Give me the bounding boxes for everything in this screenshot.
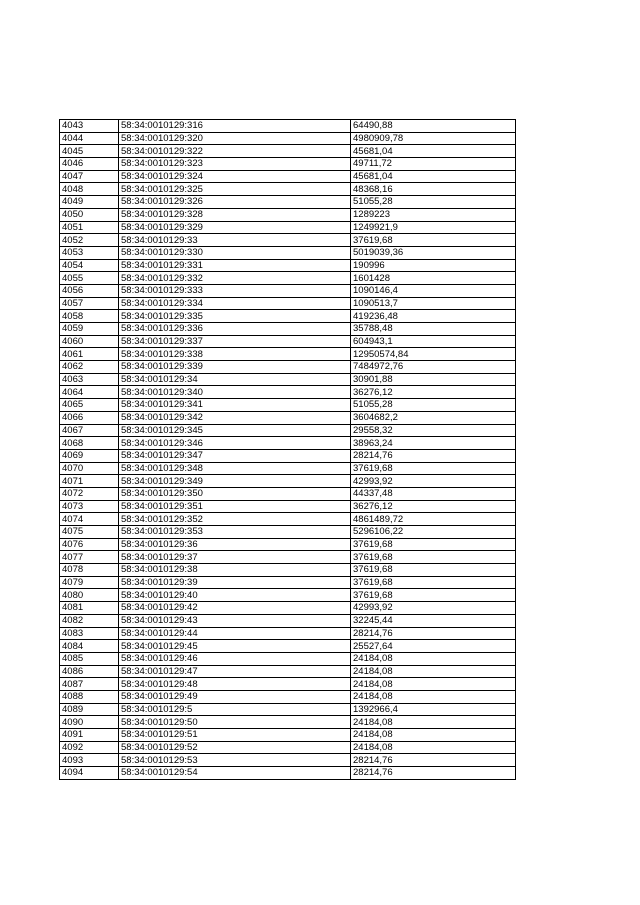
value-cell: 7484972,76 [351, 361, 516, 374]
cadastral-number-cell: 58:34:0010129:350 [119, 487, 351, 500]
value-cell: 28214,76 [351, 627, 516, 640]
value-cell: 1392966,4 [351, 703, 516, 716]
table-row [60, 411, 516, 424]
value-cell: 32245,44 [351, 614, 516, 627]
row-number-cell: 4082 [60, 614, 119, 627]
table-row [60, 361, 516, 374]
cadastral-number-cell: 58:34:0010129:340 [119, 386, 351, 399]
cadastral-number-cell: 58:34:0010129:338 [119, 348, 351, 361]
table-row [60, 513, 516, 526]
cadastral-number-cell: 58:34:0010129:42 [119, 602, 351, 615]
row-number-cell: 4062 [60, 361, 119, 374]
table-row [60, 741, 516, 754]
cadastral-number-cell: 58:34:0010129:348 [119, 462, 351, 475]
row-number-cell: 4046 [60, 158, 119, 171]
cadastral-number-cell: 58:34:0010129:325 [119, 183, 351, 196]
value-cell: 25527,64 [351, 640, 516, 653]
row-number-cell: 4094 [60, 767, 119, 780]
table-row [60, 475, 516, 488]
table-row [60, 424, 516, 437]
row-number-cell: 4050 [60, 208, 119, 221]
table-row [60, 665, 516, 678]
cadastral-number-cell: 58:34:0010129:49 [119, 690, 351, 703]
row-number-cell: 4085 [60, 652, 119, 665]
table-row [60, 551, 516, 564]
table-row [60, 678, 516, 691]
table-row [60, 234, 516, 247]
table-row [60, 754, 516, 767]
cadastral-number-cell: 58:34:0010129:324 [119, 170, 351, 183]
cadastral-number-cell: 58:34:0010129:40 [119, 589, 351, 602]
table-row [60, 767, 516, 780]
cadastral-value-table [59, 119, 516, 780]
row-number-cell: 4089 [60, 703, 119, 716]
value-cell: 4861489,72 [351, 513, 516, 526]
row-number-cell: 4072 [60, 487, 119, 500]
table-row [60, 335, 516, 348]
table-row [60, 449, 516, 462]
row-number-cell: 4055 [60, 272, 119, 285]
value-cell: 42993,92 [351, 602, 516, 615]
row-number-cell: 4051 [60, 221, 119, 234]
table-row [60, 640, 516, 653]
cadastral-number-cell: 58:34:0010129:38 [119, 564, 351, 577]
row-number-cell: 4078 [60, 564, 119, 577]
cadastral-number-cell: 58:34:0010129:330 [119, 246, 351, 259]
value-cell: 64490,88 [351, 120, 516, 133]
row-number-cell: 4052 [60, 234, 119, 247]
value-cell: 29558,32 [351, 424, 516, 437]
value-cell: 24184,08 [351, 690, 516, 703]
table-row [60, 564, 516, 577]
table-row [60, 259, 516, 272]
value-cell: 28214,76 [351, 767, 516, 780]
value-cell: 1249921,9 [351, 221, 516, 234]
cadastral-number-cell: 58:34:0010129:51 [119, 729, 351, 742]
value-cell: 44337,48 [351, 487, 516, 500]
value-cell: 36276,12 [351, 500, 516, 513]
value-cell: 35788,48 [351, 323, 516, 336]
value-cell: 28214,76 [351, 754, 516, 767]
table-body [60, 120, 516, 780]
row-number-cell: 4045 [60, 145, 119, 158]
table-row [60, 323, 516, 336]
value-cell: 37619,68 [351, 551, 516, 564]
cadastral-number-cell: 58:34:0010129:345 [119, 424, 351, 437]
row-number-cell: 4074 [60, 513, 119, 526]
table-row [60, 158, 516, 171]
row-number-cell: 4047 [60, 170, 119, 183]
row-number-cell: 4079 [60, 576, 119, 589]
cadastral-number-cell: 58:34:0010129:337 [119, 335, 351, 348]
row-number-cell: 4054 [60, 259, 119, 272]
row-number-cell: 4071 [60, 475, 119, 488]
cadastral-number-cell: 58:34:0010129:33 [119, 234, 351, 247]
table-row [60, 576, 516, 589]
value-cell: 24184,08 [351, 678, 516, 691]
row-number-cell: 4077 [60, 551, 119, 564]
cadastral-number-cell: 58:34:0010129:342 [119, 411, 351, 424]
value-cell: 36276,12 [351, 386, 516, 399]
table-row [60, 183, 516, 196]
value-cell: 37619,68 [351, 576, 516, 589]
row-number-cell: 4093 [60, 754, 119, 767]
cadastral-number-cell: 58:34:0010129:37 [119, 551, 351, 564]
row-number-cell: 4073 [60, 500, 119, 513]
table-row [60, 729, 516, 742]
row-number-cell: 4068 [60, 437, 119, 450]
row-number-cell: 4064 [60, 386, 119, 399]
table-row [60, 652, 516, 665]
table-row [60, 487, 516, 500]
row-number-cell: 4088 [60, 690, 119, 703]
cadastral-value-table-container [59, 119, 515, 780]
value-cell: 51055,28 [351, 399, 516, 412]
cadastral-number-cell: 58:34:0010129:349 [119, 475, 351, 488]
row-number-cell: 4043 [60, 120, 119, 133]
cadastral-number-cell: 58:34:0010129:329 [119, 221, 351, 234]
value-cell: 37619,68 [351, 589, 516, 602]
row-number-cell: 4091 [60, 729, 119, 742]
cadastral-number-cell: 58:34:0010129:322 [119, 145, 351, 158]
table-row [60, 690, 516, 703]
value-cell: 30901,88 [351, 373, 516, 386]
row-number-cell: 4056 [60, 284, 119, 297]
table-row [60, 614, 516, 627]
value-cell: 37619,68 [351, 538, 516, 551]
row-number-cell: 4090 [60, 716, 119, 729]
value-cell: 45681,04 [351, 170, 516, 183]
table-row [60, 272, 516, 285]
cadastral-number-cell: 58:34:0010129:352 [119, 513, 351, 526]
table-row [60, 462, 516, 475]
cadastral-number-cell: 58:34:0010129:54 [119, 767, 351, 780]
table-row [60, 297, 516, 310]
value-cell: 24184,08 [351, 729, 516, 742]
table-row [60, 716, 516, 729]
cadastral-number-cell: 58:34:0010129:34 [119, 373, 351, 386]
row-number-cell: 4044 [60, 132, 119, 145]
value-cell: 24184,08 [351, 741, 516, 754]
row-number-cell: 4057 [60, 297, 119, 310]
table-row [60, 386, 516, 399]
row-number-cell: 4069 [60, 449, 119, 462]
cadastral-number-cell: 58:34:0010129:48 [119, 678, 351, 691]
cadastral-number-cell: 58:34:0010129:52 [119, 741, 351, 754]
value-cell: 604943,1 [351, 335, 516, 348]
cadastral-number-cell: 58:34:0010129:5 [119, 703, 351, 716]
table-row [60, 538, 516, 551]
cadastral-number-cell: 58:34:0010129:326 [119, 196, 351, 209]
table-row [60, 589, 516, 602]
cadastral-number-cell: 58:34:0010129:339 [119, 361, 351, 374]
value-cell: 1601428 [351, 272, 516, 285]
row-number-cell: 4060 [60, 335, 119, 348]
row-number-cell: 4061 [60, 348, 119, 361]
table-row [60, 703, 516, 716]
value-cell: 3604682,2 [351, 411, 516, 424]
cadastral-number-cell: 58:34:0010129:347 [119, 449, 351, 462]
row-number-cell: 4080 [60, 589, 119, 602]
table-row [60, 500, 516, 513]
value-cell: 24184,08 [351, 716, 516, 729]
cadastral-number-cell: 58:34:0010129:328 [119, 208, 351, 221]
value-cell: 49711,72 [351, 158, 516, 171]
table-row [60, 437, 516, 450]
value-cell: 37619,68 [351, 564, 516, 577]
row-number-cell: 4086 [60, 665, 119, 678]
value-cell: 4980909,78 [351, 132, 516, 145]
table-row [60, 310, 516, 323]
row-number-cell: 4063 [60, 373, 119, 386]
table-row [60, 196, 516, 209]
value-cell: 5019039,36 [351, 246, 516, 259]
cadastral-number-cell: 58:34:0010129:320 [119, 132, 351, 145]
table-row [60, 526, 516, 539]
table-row [60, 373, 516, 386]
row-number-cell: 4076 [60, 538, 119, 551]
value-cell: 24184,08 [351, 652, 516, 665]
cadastral-number-cell: 58:34:0010129:333 [119, 284, 351, 297]
table-row [60, 170, 516, 183]
cadastral-number-cell: 58:34:0010129:335 [119, 310, 351, 323]
table-row [60, 399, 516, 412]
cadastral-number-cell: 58:34:0010129:346 [119, 437, 351, 450]
table-row [60, 627, 516, 640]
row-number-cell: 4070 [60, 462, 119, 475]
cadastral-number-cell: 58:34:0010129:323 [119, 158, 351, 171]
value-cell: 1090513,7 [351, 297, 516, 310]
row-number-cell: 4081 [60, 602, 119, 615]
row-number-cell: 4058 [60, 310, 119, 323]
cadastral-number-cell: 58:34:0010129:44 [119, 627, 351, 640]
value-cell: 5296106,22 [351, 526, 516, 539]
table-row [60, 602, 516, 615]
cadastral-number-cell: 58:34:0010129:43 [119, 614, 351, 627]
cadastral-number-cell: 58:34:0010129:331 [119, 259, 351, 272]
row-number-cell: 4084 [60, 640, 119, 653]
cadastral-number-cell: 58:34:0010129:53 [119, 754, 351, 767]
table-row [60, 145, 516, 158]
value-cell: 37619,68 [351, 234, 516, 247]
cadastral-number-cell: 58:34:0010129:341 [119, 399, 351, 412]
value-cell: 45681,04 [351, 145, 516, 158]
table-row [60, 132, 516, 145]
value-cell: 12950574,84 [351, 348, 516, 361]
row-number-cell: 4065 [60, 399, 119, 412]
cadastral-number-cell: 58:34:0010129:353 [119, 526, 351, 539]
row-number-cell: 4092 [60, 741, 119, 754]
row-number-cell: 4075 [60, 526, 119, 539]
row-number-cell: 4067 [60, 424, 119, 437]
row-number-cell: 4048 [60, 183, 119, 196]
cadastral-number-cell: 58:34:0010129:332 [119, 272, 351, 285]
row-number-cell: 4059 [60, 323, 119, 336]
table-row [60, 284, 516, 297]
cadastral-number-cell: 58:34:0010129:334 [119, 297, 351, 310]
table-row [60, 120, 516, 133]
cadastral-number-cell: 58:34:0010129:39 [119, 576, 351, 589]
value-cell: 38963,24 [351, 437, 516, 450]
row-number-cell: 4066 [60, 411, 119, 424]
cadastral-number-cell: 58:34:0010129:351 [119, 500, 351, 513]
cadastral-number-cell: 58:34:0010129:336 [119, 323, 351, 336]
row-number-cell: 4053 [60, 246, 119, 259]
value-cell: 190996 [351, 259, 516, 272]
value-cell: 1289223 [351, 208, 516, 221]
table-row [60, 348, 516, 361]
value-cell: 28214,76 [351, 449, 516, 462]
value-cell: 51055,28 [351, 196, 516, 209]
table-row [60, 221, 516, 234]
row-number-cell: 4083 [60, 627, 119, 640]
cadastral-number-cell: 58:34:0010129:36 [119, 538, 351, 551]
value-cell: 37619,68 [351, 462, 516, 475]
row-number-cell: 4087 [60, 678, 119, 691]
value-cell: 1090146,4 [351, 284, 516, 297]
value-cell: 48368,16 [351, 183, 516, 196]
cadastral-number-cell: 58:34:0010129:46 [119, 652, 351, 665]
cadastral-number-cell: 58:34:0010129:47 [119, 665, 351, 678]
cadastral-number-cell: 58:34:0010129:50 [119, 716, 351, 729]
cadastral-number-cell: 58:34:0010129:45 [119, 640, 351, 653]
row-number-cell: 4049 [60, 196, 119, 209]
value-cell: 42993,92 [351, 475, 516, 488]
value-cell: 24184,08 [351, 665, 516, 678]
cadastral-number-cell: 58:34:0010129:316 [119, 120, 351, 133]
table-row [60, 208, 516, 221]
value-cell: 419236,48 [351, 310, 516, 323]
table-row [60, 246, 516, 259]
